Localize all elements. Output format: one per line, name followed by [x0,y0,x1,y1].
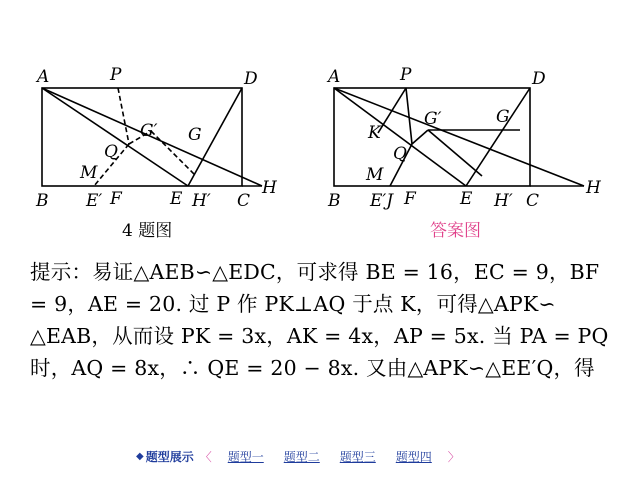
label-q: Q [104,142,118,162]
label-d-answer: D [532,69,546,89]
nav-link-type-1[interactable]: 题型一 [227,450,264,464]
label-a: A [37,67,50,87]
caption-right: 答案图 [430,221,481,241]
label-h-prime: H′ [192,191,211,211]
label-e-prime: E′ [86,191,103,211]
label-g-prime: G′ [140,121,158,141]
nav-link-type-4[interactable]: 题型四 [395,450,432,464]
nav-home-label: 题型展示 [145,450,194,464]
diamond-icon: ◆ [136,451,144,462]
label-m: M [80,163,98,183]
segment-qg-answer [412,130,428,144]
label-g: G [188,125,202,145]
label-f-answer: F [404,189,416,209]
arrow-left-icon[interactable]: 〈 [199,450,212,464]
segment-pq-dashed [118,88,129,144]
label-h-prime-answer: H′ [494,191,513,211]
label-g-answer: G [496,107,510,127]
label-g-prime-answer: G′ [424,109,442,129]
label-a-answer: A [328,67,341,87]
rectangle-abcd-answer [334,88,530,186]
caption-left: 4 题图 [122,221,173,241]
label-e-answer: E [460,189,473,209]
hint-line-3: △EAB，从而设 PK = 3x，AK = 4x，AP = 5x. 当 PA = PQ [30,324,609,348]
label-e-prime-j-answer: E′J [370,191,394,211]
label-e: E [170,189,183,209]
segment-ae-answer [334,88,466,186]
label-p: P [110,65,122,85]
label-c-answer: C [526,191,540,211]
label-h: H [262,178,277,198]
segment-pk-answer [378,88,406,133]
nav-link-type-2[interactable]: 题型二 [283,450,320,464]
label-b-answer: B [328,191,341,211]
segment-ae [42,88,188,186]
nav-home-button[interactable] [136,448,194,465]
label-p-answer: P [400,65,412,85]
label-q-answer: Q [393,144,407,164]
nav-link-type-3[interactable]: 题型三 [339,450,376,464]
question-type-nav [136,448,466,465]
label-f: F [110,189,122,209]
arrow-right-icon[interactable]: 〉 [447,450,460,464]
label-d: D [244,69,258,89]
hint-paragraph [30,256,620,384]
hint-line-2: = 9，AE = 20. 过 P 作 PK⊥AQ 于点 K，可得△APK∽ [30,292,556,316]
figure-right-labels [326,65,602,241]
segment-gh-answer [428,130,482,176]
hint-line-4: 时，AQ = 8x，∴ QE = 20 − 8x. 又由△APK∽△EE′Q，得 [30,356,595,380]
hint-line-1: 提示：易证△AEB∽△EDC，可求得 BE = 16，EC = 9，BF [30,260,600,284]
label-b: B [36,191,49,211]
label-m-answer: M [366,165,384,185]
label-k-answer: K [368,123,381,143]
label-c: C [237,191,251,211]
label-h-answer: H [586,178,601,198]
